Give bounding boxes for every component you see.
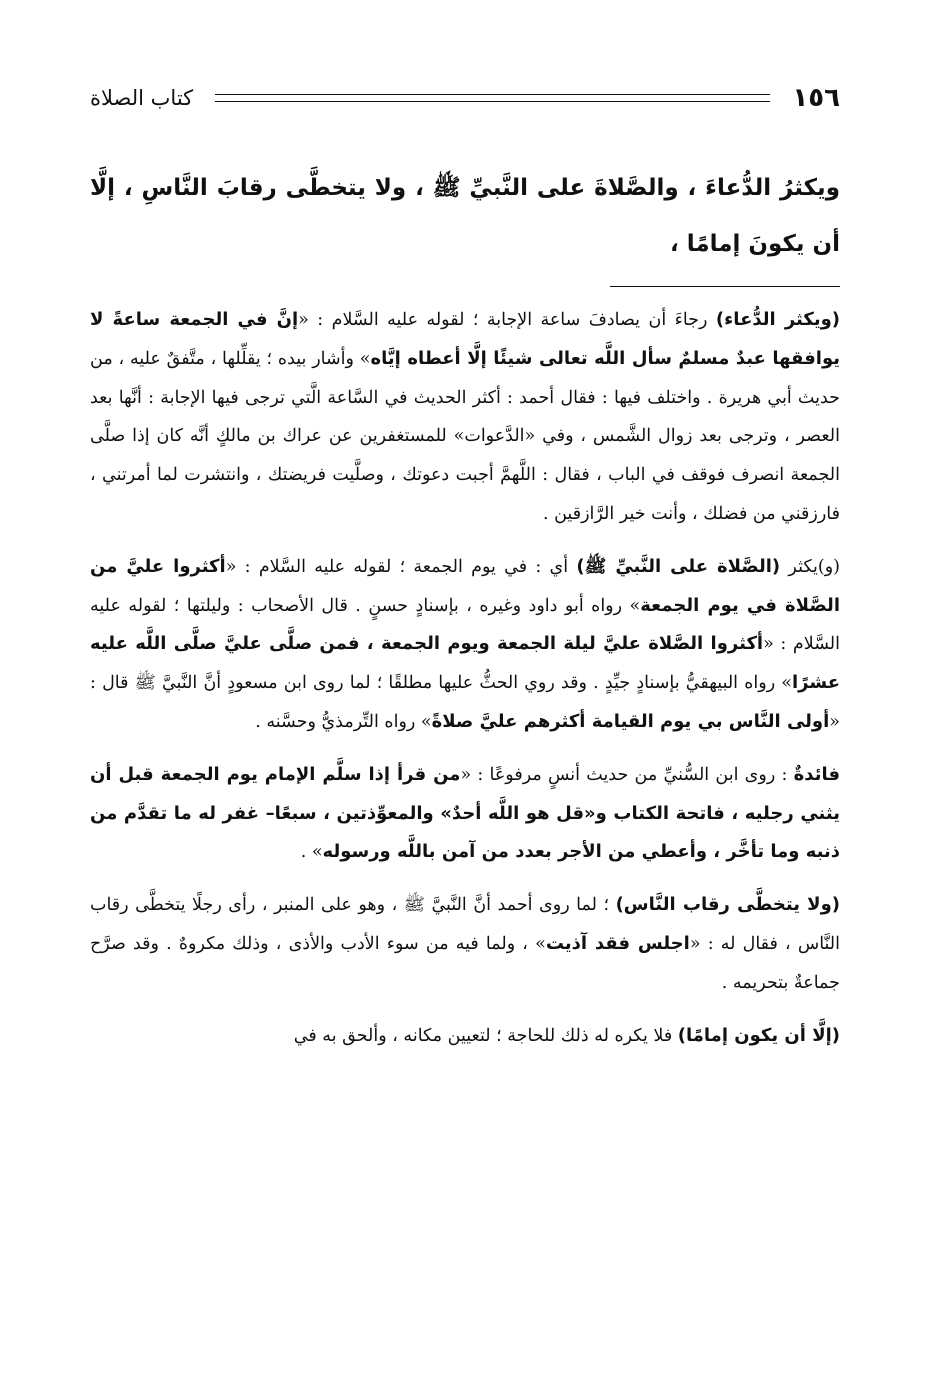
commentary bbox=[90, 301, 840, 1055]
quoted-phrase: (إلَّا أن يكون إمامًا) bbox=[677, 1024, 840, 1046]
commentary-text: » وأشار بيده ؛ يقلِّلها ، متَّفقٌ عليه ، من حديث أبي هريرة . واختلف فيها : فقال أحمد : أكثر الحديث في السَّاعة الَّتي ترجى فيها الإجابة : أنَّها بعد العصر ، وترجى بعد زوال الشَّمس ، وفي «الدَّعوات» للمستغفرين عن عراك بن مالكٍ أنَّه كان إذا صلَّى الجمعة انصرف فوقف في الباب ، فقال : اللَّهمَّ أجبت دعوتك ، وصلَّيت فريضتك ، وانتشرت لما أمرتني ، فارزقني من فضلك ، وأنت خير الرَّازقين . bbox=[90, 348, 840, 524]
commentary-text: » رواه التِّرمذيُّ وحسَّنه . bbox=[255, 711, 432, 732]
book-page bbox=[90, 70, 840, 1069]
commentary-paragraph-imam bbox=[90, 1017, 840, 1056]
matn-text: ويكثرُ الدُّعاءَ ، والصَّلاةَ على النَّبيِّ ﷺ ، ولا يتخطَّى رقابَ النَّاسِ ، إلَّا أن يكونَ إمامًا ، bbox=[90, 175, 840, 257]
hadith-text: أكثروا عليَّ من الصَّلاة في يوم الجمعة bbox=[90, 555, 840, 616]
commentary-text: » . bbox=[300, 842, 323, 863]
commentary-text: أي : في يوم الجمعة ؛ لقوله عليه السَّلام : « bbox=[225, 556, 577, 577]
running-header bbox=[90, 70, 840, 126]
commentary-paragraph-faida bbox=[90, 756, 840, 872]
commentary-text: رجاءَ أن يصادفَ ساعة الإجابة ؛ لقوله عليه السَّلام : « bbox=[298, 310, 716, 330]
hadith-text: أكثروا الصَّلاة عليَّ ليلة الجمعة ويوم الجمعة ، فمن صلَّى عليَّ صلَّى اللَّه عليه عشرًا bbox=[90, 633, 840, 694]
faida-label: فائدةٌ bbox=[793, 763, 840, 785]
quoted-phrase: (ويكثر الدُّعاء) bbox=[715, 309, 841, 330]
hadith-text: من قرأ إذا سلَّم الإمام يوم الجمعة قبل أن يثني رجليه ، فاتحة الكتاب و«قل هو اللَّه أحدٌ» والمعوِّذتين ، سبعًا– غفر له ما تقدَّم من ذنبه وما تأخَّر ، وأعطي من الأجر بعدد من آمن باللَّه ورسوله bbox=[90, 763, 840, 863]
commentary-text: » رواه أبو داود وغيره ، بإسنادٍ حسنٍ . قال الأصحاب : وليلتها ؛ لقوله عليه السَّلام : « bbox=[90, 595, 841, 655]
hadith-text: أولى النَّاس بي يوم القيامة أكثرهم عليَّ صلاةً bbox=[431, 710, 830, 732]
header-rule bbox=[215, 94, 770, 102]
commentary-text: (و)يكثر bbox=[780, 556, 841, 577]
commentary-paragraph-takhatti bbox=[90, 886, 840, 1002]
commentary-paragraph-salat bbox=[90, 548, 840, 742]
page-number: ١٥٦ bbox=[792, 83, 840, 113]
commentary-paragraph-dua bbox=[90, 301, 840, 534]
quoted-phrase: (الصَّلاة على النَّبيِّ ﷺ) bbox=[576, 555, 781, 577]
commentary-text: ؛ لما روى أحمد أنَّ النَّبيَّ ﷺ ، وهو على المنبر ، رأى رجلًا يتخطَّى رقاب النَّاس ، فقال له : « bbox=[90, 895, 840, 954]
book-title: كتاب الصلاة bbox=[90, 86, 194, 110]
commentary-text: » ، ولما فيه من سوء الأدب والأذى ، وذلك مكروهٌ . وقد صرَّح جماعةٌ بتحريمه . bbox=[90, 933, 840, 993]
commentary-text: » رواه البيهقيُّ بإسنادٍ جيِّدٍ . وقد روي الحثُّ عليها مطلقًا ؛ لما روى ابن مسعودٍ أنَّ النَّبيَّ ﷺ قال : « bbox=[90, 673, 840, 732]
commentary-text: : روى ابن السُّنيِّ من حديث أنسٍ مرفوعًا : « bbox=[460, 764, 794, 785]
quoted-phrase: (ولا يتخطَّى رقاب النَّاس) bbox=[615, 894, 840, 916]
hadith-text: اجلس فقد آذيت bbox=[545, 932, 690, 954]
footnote-rule bbox=[610, 286, 840, 287]
commentary-text: فلا يكره له ذلك للحاجة ؛ لتعيين مكانه ، وألحق به في bbox=[293, 1025, 678, 1046]
hadith-text: إنَّ في الجمعة ساعةً لا يوافقها عبدٌ مسلمٌ سأل اللَّه تعالى شيئًا إلَّا أعطاه إيَّاه bbox=[90, 309, 840, 369]
